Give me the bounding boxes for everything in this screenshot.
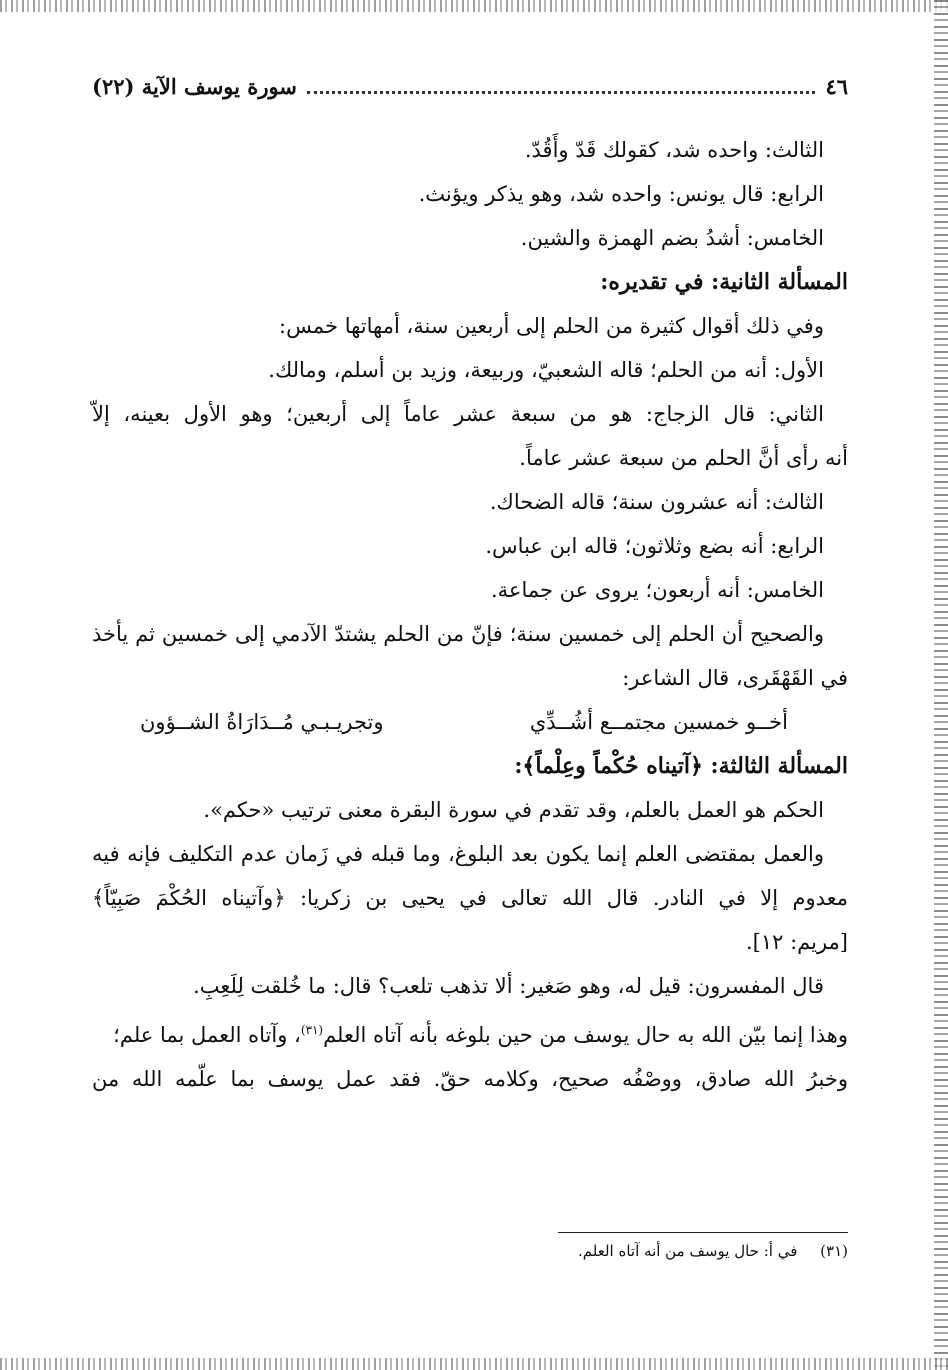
footnote-marker[interactable]: (٣١)	[300, 1023, 324, 1037]
running-title: سورة يوسف الآية (٢٢)	[92, 74, 297, 99]
paragraph-line: معدوم إلا في النادر. قال الله تعالى في يحيى بن زكريا: ﴿وآتيناه الحُكْمَ صَبِيّاً﴾	[92, 886, 848, 910]
poetry-verse	[92, 700, 848, 744]
paragraph-text: وهذا إنما بيّن الله به حال يوسف من حين بلوغه بأنه آتاه العلم	[323, 1023, 848, 1047]
header-dot-leader	[307, 91, 816, 94]
paragraph-line: الحكم هو العمل بالعلم، وقد تقدم في سورة البقرة معنى ترتيب «حكم».	[203, 798, 824, 822]
bottom-ornamental-border	[0, 1358, 948, 1370]
paragraph-line: الثالث: أنه عشرون سنة؛ قاله الضحاك.	[489, 490, 824, 514]
paragraph-line: الثاني: قال الزجاج: هو من سبعة عشر عاماً إلى أربعين؛ وهو الأول بعينه، إلاّ	[92, 402, 824, 426]
paragraph-text: ، وآتاه العمل بما علم؛	[113, 1023, 301, 1047]
paragraph-line: الرابع: قال يونس: واحده شد، وهو يذكر ويؤنث.	[418, 182, 824, 206]
page	[92, 60, 848, 1330]
paragraph-line: الأول: أنه من الحلم؛ قاله الشعبيّ، وربيعة، وزيد بن أسلم، ومالك.	[268, 358, 824, 382]
paragraph-line: الخامس: أشدُ بضم الهمزة والشين.	[520, 226, 824, 250]
footnote	[578, 1242, 848, 1260]
paragraph-line: الخامس: أنه أربعون؛ يروى عن جماعة.	[490, 578, 824, 602]
footnote-text: في أ: حال يوسف من أنه آتاه العلم.	[578, 1242, 798, 1260]
paragraph-line: الرابع: أنه بضع وثلاثون؛ قاله ابن عباس.	[485, 534, 824, 558]
verse-first-hemistich: أخــو خمسين مجتمــع أشُــدِّي	[529, 710, 788, 734]
verse-second-hemistich: وتجريـبـي مُــدَارَاةُ الشــؤون	[140, 710, 384, 734]
section-heading: المسألة الثانية: في تقديره:	[600, 269, 848, 295]
paragraph-line: وفي ذلك أقوال كثيرة من الحلم إلى أربعين سنة، أمهاتها خمس:	[279, 314, 824, 338]
page-number: ٤٦	[825, 74, 848, 99]
page-body	[92, 128, 848, 1101]
right-ornamental-border	[934, 0, 948, 1370]
footnote-number: (٣١)	[820, 1242, 848, 1260]
paragraph-line: أنه رأى أنَّ الحلم من سبعة عشر عاماً.	[519, 446, 848, 470]
top-ornamental-border	[0, 0, 948, 12]
paragraph-line: وخبرُ الله صادق، ووصْفُه صحيح، وكلامه حقّ. فقد عمل يوسف بما علّمه الله من	[92, 1067, 848, 1091]
paragraph-line: قال المفسرون: قيل له، وهو صَغير: ألا تذهب تلعب؟ قال: ما خُلقت لِلَعِبِ.	[193, 974, 824, 998]
paragraph-line-with-footnote	[92, 1008, 848, 1057]
paragraph-line: في القَهْقَرى، قال الشاعر:	[622, 666, 848, 690]
footnote-separator	[558, 1232, 848, 1233]
paragraph-line: والعمل بمقتضى العلم إنما يكون بعد البلوغ، وما قبله في زَمان عدم التكليف فإنه فيه	[92, 842, 824, 866]
paragraph-line: الثالث: واحده شد، كقولك قَدّ وأَقُدّ.	[524, 138, 824, 162]
citation-line: [مريم: ١٢].	[745, 930, 848, 954]
paragraph-line: والصحيح أن الحلم إلى خمسين سنة؛ فإنّ من الحلم يشتدّ الآدمي إلى خمسين ثم يأخذ	[92, 622, 824, 646]
section-heading: المسألة الثالثة: ﴿آتيناه حُكْماً وعِلْماً﴾:	[514, 753, 848, 779]
running-header	[92, 74, 848, 99]
